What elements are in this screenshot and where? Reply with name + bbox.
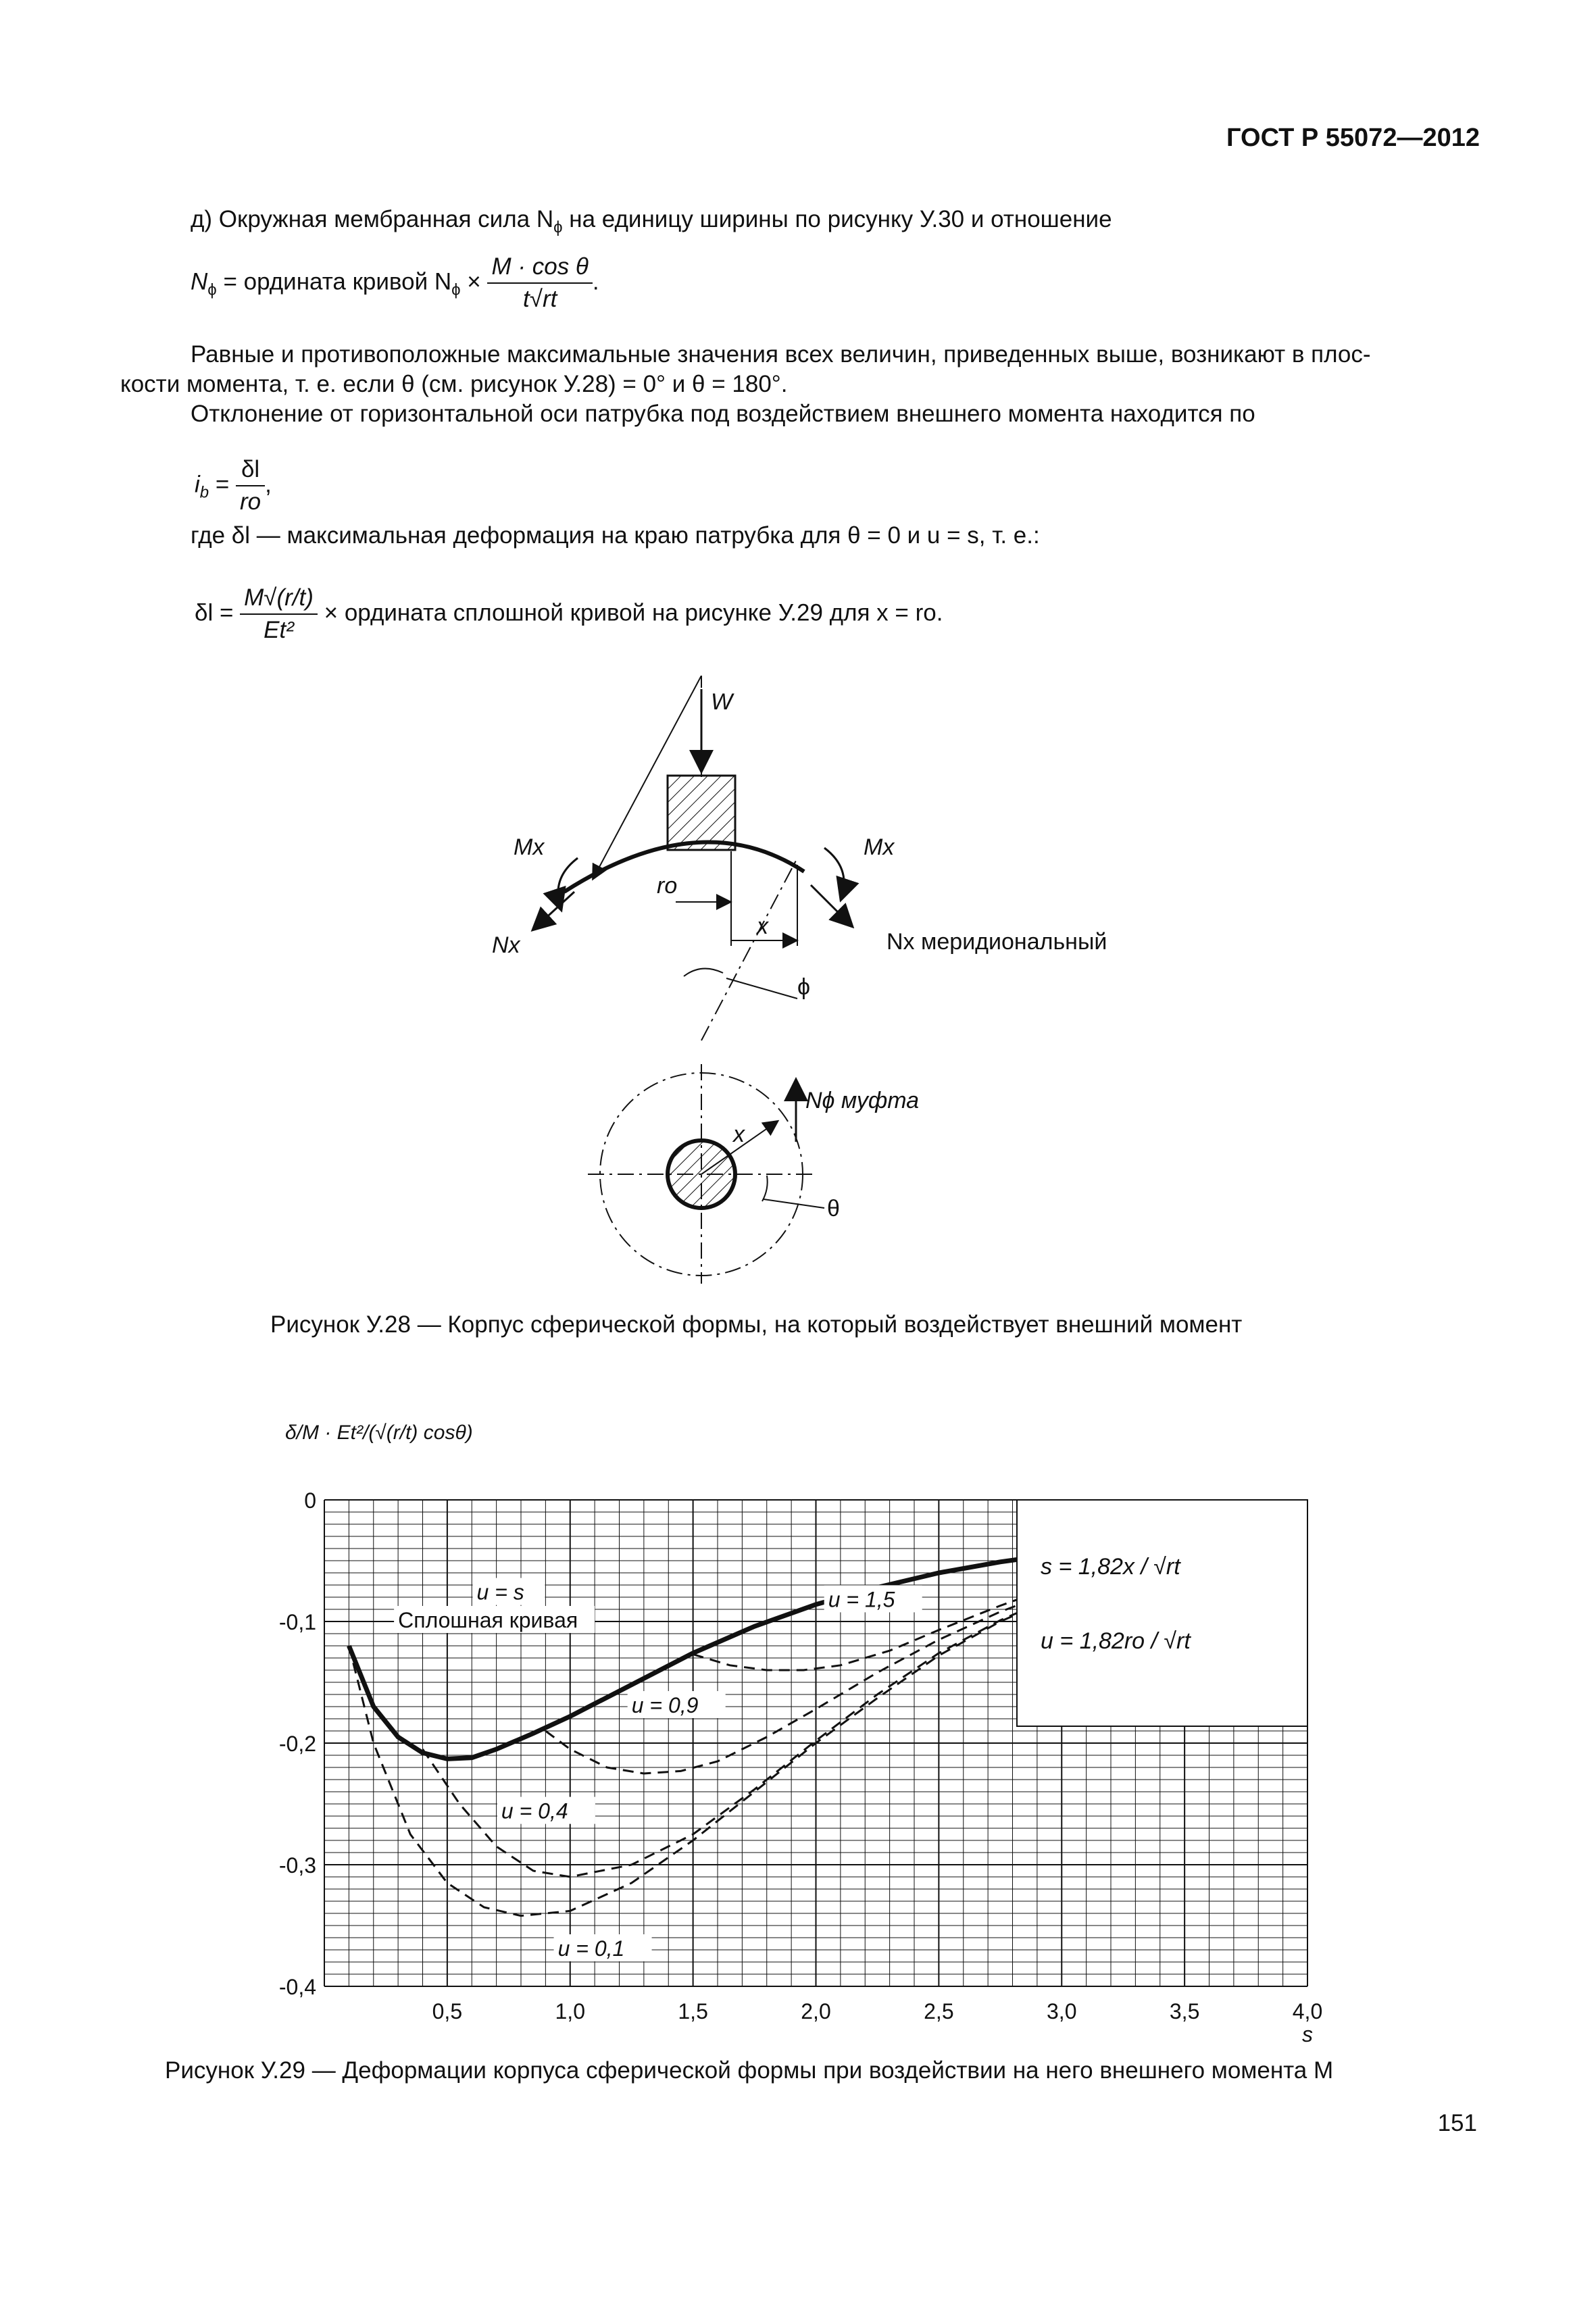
formula3-tail: × ордината сплошной кривой на рисунке У.29 для x = ro. bbox=[324, 599, 943, 626]
y-axis-label bbox=[285, 1422, 473, 1444]
formula2-tail: , bbox=[265, 471, 272, 498]
formula1-denominator: t√rt bbox=[523, 286, 557, 312]
phi-leader bbox=[726, 978, 797, 999]
formula2-numerator: δl bbox=[236, 454, 265, 486]
caption-figure-29: Рисунок У.29 — Деформации корпуса сферической формы при воздействии на него внешнего момента M bbox=[165, 2057, 1334, 2084]
x-tick-label: 2,0 bbox=[801, 1999, 831, 2023]
formula3-numerator: M√(r/t) bbox=[240, 582, 318, 615]
y-tick-label: -0,4 bbox=[278, 1975, 316, 1999]
radius-label: ro bbox=[657, 873, 678, 899]
figure-29-chart bbox=[270, 1392, 1351, 2054]
x-tick-label: 3,0 bbox=[1047, 1999, 1077, 2023]
y-axis-label-text: δ/M · Et²/(√(r/t) cosθ) bbox=[285, 1422, 473, 1444]
x-label: x bbox=[757, 913, 768, 939]
x-label-plan: x bbox=[733, 1122, 745, 1147]
force-right-label: Nx меридиональный bbox=[887, 929, 1107, 955]
formula1-lhs-sub: ϕ bbox=[207, 280, 217, 299]
x-tick-label: 0,5 bbox=[432, 1999, 463, 2023]
moment-right-arc bbox=[824, 848, 844, 899]
formula2-lhs-sub: b bbox=[199, 483, 209, 502]
y-tick-label: 0 bbox=[304, 1488, 316, 1513]
x-tick-label: 1,0 bbox=[555, 1999, 585, 2023]
legend-box bbox=[1017, 1500, 1307, 1726]
x-axis-label: s bbox=[1302, 2022, 1313, 2046]
x-tick-label: 3,5 bbox=[1169, 1999, 1200, 2023]
item-d-line bbox=[191, 204, 1112, 243]
formula1-times: × bbox=[460, 268, 488, 295]
curve-label: u = 0,9 bbox=[631, 1693, 699, 1717]
force-left-arrow bbox=[534, 892, 574, 929]
formula2-denominator: ro bbox=[240, 488, 261, 515]
item-d-rest: на единицу ширины по рисунку У.30 и отношение bbox=[562, 206, 1112, 232]
caption-figure-28: Рисунок У.28 — Корпус сферической формы, на который воздействует внешний момент bbox=[270, 1311, 1243, 1338]
legend-s-formula: s = 1,82x / √rt bbox=[1041, 1554, 1180, 1580]
x-tick-label: 4,0 bbox=[1292, 1999, 1323, 2023]
hoop-label: Nϕ муфта bbox=[805, 1088, 920, 1113]
formula1-mid: = ордината кривой N bbox=[216, 268, 452, 295]
formula1-numerator: M · cos θ bbox=[487, 251, 592, 284]
theta-arc bbox=[762, 1176, 768, 1201]
curve-label: Сплошная кривая bbox=[398, 1608, 578, 1632]
curve-label: u = 1,5 bbox=[828, 1587, 895, 1612]
formula3-lhs: δl = bbox=[195, 599, 234, 626]
document-id: ГОСТ Р 55072—2012 bbox=[1226, 124, 1480, 152]
formula1-lhs: N bbox=[191, 268, 208, 295]
meridian-line bbox=[701, 858, 797, 1040]
formula1-fraction bbox=[487, 251, 592, 315]
curve-label: u = 0,4 bbox=[501, 1799, 568, 1823]
y-tick-label: -0,2 bbox=[278, 1732, 316, 1756]
formula3-fraction bbox=[240, 582, 318, 646]
page-number: 151 bbox=[1437, 2110, 1477, 2136]
where-line: где δl — максимальная деформация на краю патрубка для θ = 0 и u = s, т. е.: bbox=[191, 522, 1040, 549]
formula-max-deformation bbox=[195, 582, 943, 646]
phi-subscript: ϕ bbox=[553, 218, 563, 236]
paragraph-deflection: Отклонение от горизонтальной оси патрубка под воздействием внешнего момента находится по bbox=[191, 401, 1255, 427]
formula2-lhs: i bbox=[195, 471, 200, 498]
curve-label: u = s bbox=[476, 1580, 524, 1605]
curve-label: u = 0,1 bbox=[557, 1936, 625, 1961]
force-right-arrow bbox=[811, 885, 851, 926]
paragraph-max-values-1: Равные и противоположные максимальные значения всех величин, приведенных выше, возникают в плос- bbox=[191, 341, 1371, 368]
legend-u-formula: u = 1,82ro / √rt bbox=[1041, 1628, 1191, 1654]
theta-leader bbox=[764, 1199, 824, 1208]
y-tick-label: -0,3 bbox=[278, 1853, 316, 1878]
force-left-label: Nx bbox=[492, 932, 520, 958]
paragraph-max-values-2: кости момента, т. е. если θ (см. рисунок У.28) = 0° и θ = 180°. bbox=[120, 371, 788, 397]
load-label: W bbox=[711, 689, 733, 715]
phi-label: ϕ bbox=[797, 974, 811, 1000]
nozzle bbox=[668, 776, 735, 850]
x-tick-label: 1,5 bbox=[678, 1999, 708, 2023]
formula-deflection: $i_b$ = $\frac{\delta l}{ro}$ , bbox=[195, 454, 272, 518]
theta-label: θ bbox=[827, 1196, 840, 1222]
formula-hoop-force: $N_\phi$ = ордината кривой $N_\phi$ × $\frac{\text{M · cos θ}}{t√rt}$ . bbox=[191, 251, 599, 315]
figure-28-diagram bbox=[473, 676, 1149, 1284]
curve-labels bbox=[394, 1578, 922, 1961]
x-tick-label: 2,5 bbox=[924, 1999, 954, 2023]
item-d-text: д) Окружная мембранная сила N bbox=[191, 206, 554, 232]
y-tick-label: -0,1 bbox=[278, 1610, 316, 1634]
formula1-mid-sub: ϕ bbox=[451, 280, 461, 299]
phi-arc bbox=[684, 969, 723, 976]
moment-right-label: Mx bbox=[864, 834, 895, 860]
formula2-fraction bbox=[236, 454, 265, 518]
moment-left-label: Mx bbox=[514, 834, 545, 860]
formula3-denominator: Et² bbox=[264, 617, 294, 643]
